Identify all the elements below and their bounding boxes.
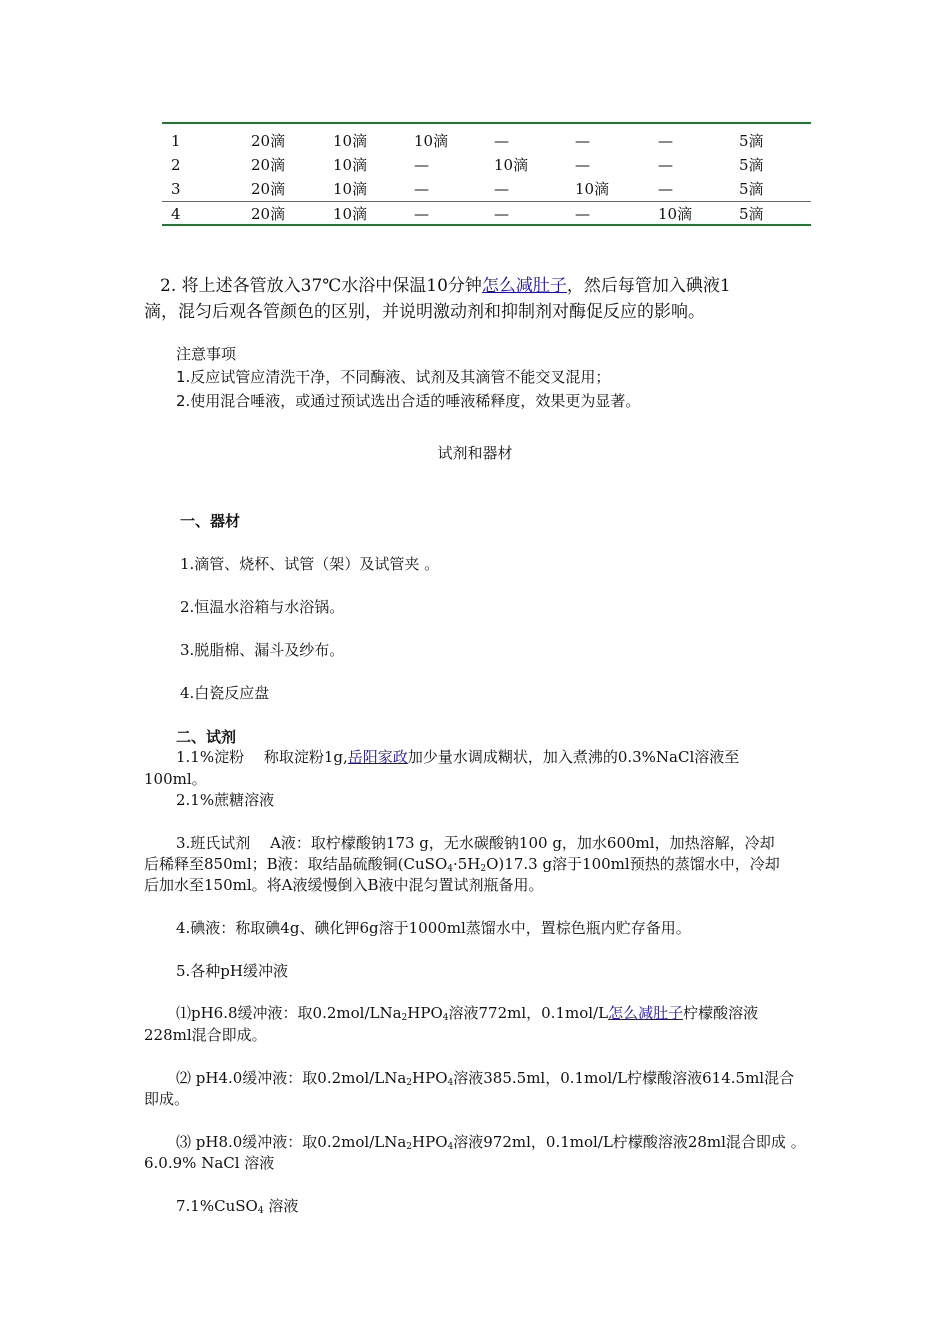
table-cell: —	[414, 180, 429, 198]
subscript: 4	[257, 1206, 264, 1216]
subscript: 2	[406, 1142, 413, 1152]
table-cell: 2	[171, 156, 181, 174]
step2-prefix: 2. 将上述各管放入37℃水浴中保温10分钟	[160, 276, 482, 296]
text-run: HPO	[412, 1133, 448, 1151]
text-run: O)17.3 g溶于100ml预热的蒸馏水中，冷却	[486, 855, 780, 873]
text-run: 溶液772ml，0.1mol/L	[448, 1004, 609, 1022]
table-cell: —	[414, 156, 429, 174]
table-cell: —	[575, 132, 590, 150]
subscript: 4	[447, 1078, 454, 1088]
buffer-2-line2: 即成。	[144, 1090, 190, 1108]
equipment-item: 4.白瓷反应盘	[180, 684, 270, 702]
subscript: 4	[447, 864, 453, 874]
reagent-1-line2: 100ml。	[144, 770, 207, 788]
notes-item: 1.反应试管应清洗干净，不同酶液、试剂及其滴管不能交叉混用；	[176, 368, 611, 386]
reagent-6: 6.0.9% NaCl 溶液	[144, 1154, 275, 1172]
text-run: ⑴pH6.8缓冲液：取0.2mol/LNa	[176, 1004, 402, 1022]
subscript: 2	[401, 1013, 408, 1023]
subscript: 2	[480, 864, 487, 874]
reagent-2: 2.1%蔗糖溶液	[176, 791, 275, 809]
reagent-3-line3: 后加水至150ml。将A液缓慢倒入B液中混匀置试剂瓶备用。	[144, 876, 544, 894]
notes-item: 2.使用混合唾液，或通过预试选出合适的唾液稀释度，效果更为显著。	[176, 392, 641, 410]
table-cell: 5滴	[739, 156, 764, 174]
table-cell: —	[414, 205, 429, 223]
table-cell: —	[494, 180, 509, 198]
table-row	[162, 203, 811, 225]
reagents-title: 二、试剂	[176, 728, 237, 746]
table-cell: 10滴	[658, 205, 693, 223]
table-cell: 10滴	[333, 180, 368, 198]
table-cell: 1	[171, 132, 181, 150]
reagent-4: 4.碘液：称取碘4g、碘化钾6g溶于1000ml蒸馏水中，置棕色瓶内贮存备用。	[176, 919, 691, 937]
step2-line2: 滴，混匀后观各管颜色的区别，并说明激动剂和抑制剂对酶促反应的影响。	[144, 302, 705, 322]
table-cell: 5滴	[739, 205, 764, 223]
text-run: 柠檬酸溶液	[683, 1004, 759, 1022]
table-cell: 5滴	[739, 180, 764, 198]
text-run: ⑵ pH4.0缓冲液：取0.2mol/LNa	[176, 1069, 407, 1087]
reagent-7	[176, 1194, 298, 1223]
table-cell: 20滴	[251, 132, 286, 150]
table-bottom-rule	[162, 224, 811, 226]
text-run: 后稀释至850ml；B液：取结晶硫酸铜(CuSO	[144, 855, 448, 873]
table-cell: —	[658, 132, 673, 150]
equipment-title: 一、器材	[180, 512, 241, 530]
subscript: 4	[442, 1013, 449, 1023]
table-cell: —	[494, 132, 509, 150]
table-cell: —	[575, 205, 590, 223]
table-row	[162, 178, 811, 200]
subscript: 2	[406, 1078, 413, 1088]
table-cell: 20滴	[251, 156, 286, 174]
table-cell: —	[494, 205, 509, 223]
reagent-5: 5.各种pH缓冲液	[176, 962, 288, 980]
notes-title: 注意事项	[176, 345, 237, 363]
table-cell: 10滴	[333, 156, 368, 174]
text-run: 溶液385.5ml，0.1mol/L柠檬酸溶液614.5ml混合	[453, 1069, 795, 1087]
reagent-1-line1	[176, 745, 739, 769]
text-run: HPO	[407, 1004, 443, 1022]
section-title: 试剂和器材	[437, 444, 513, 462]
table-cell: 5滴	[739, 132, 764, 150]
buffer-1-link[interactable]: 怎么减肚子	[608, 1004, 684, 1022]
table-cell: —	[658, 156, 673, 174]
buffer-1-line2: 228ml混合即成。	[144, 1026, 267, 1044]
text-run: 7.1%CuSO	[176, 1197, 258, 1215]
table-cell: 10滴	[414, 132, 449, 150]
text-run: ⑶ pH8.0缓冲液：取0.2mol/LNa	[176, 1133, 407, 1151]
table-row	[162, 130, 811, 152]
table-cell: 3	[171, 180, 181, 198]
step2-suffix: ，然后每管加入碘液1	[566, 276, 731, 296]
text-run: ·5H	[452, 855, 481, 873]
reagent-3-line1: 3.班氏试剂 A液：取柠檬酸钠173 g，无水碳酸钠100 g，加水600ml，加热溶解，冷却	[176, 834, 775, 852]
table-cell: 10滴	[575, 180, 610, 198]
table-row	[162, 154, 811, 176]
table-cell: 20滴	[251, 205, 286, 223]
table-cell: 4	[171, 205, 181, 223]
table-top-rule	[162, 122, 811, 124]
step2-line1	[160, 273, 731, 299]
buffer-2-line1	[176, 1066, 794, 1095]
table-cell: 10滴	[333, 132, 368, 150]
reagent-1-link[interactable]: 岳阳家政	[347, 748, 408, 766]
table-cell: 10滴	[333, 205, 368, 223]
table-row-divider	[162, 201, 811, 202]
step2-link[interactable]: 怎么减肚子	[481, 276, 567, 296]
reagent-1-prefix: 1.1%淀粉 称取淀粉1g,	[176, 748, 348, 766]
text-run: 溶液	[263, 1197, 299, 1215]
equipment-item: 3.脱脂棉、漏斗及纱布。	[180, 641, 345, 659]
reagent-1-suffix: 加少量水调成糊状，加入煮沸的0.3%NaCl溶液至	[407, 748, 740, 766]
table-cell: 20滴	[251, 180, 286, 198]
table-cell: —	[575, 156, 590, 174]
equipment-item: 1.滴管、烧杯、试管（架）及试管夹 。	[180, 555, 440, 573]
subscript: 4	[447, 1142, 454, 1152]
text-run: HPO	[412, 1069, 448, 1087]
text-run: 溶液972ml，0.1mol/L柠檬酸溶液28ml混合即成 。	[453, 1133, 806, 1151]
table-cell: 10滴	[494, 156, 529, 174]
equipment-item: 2.恒温水浴箱与水浴锅。	[180, 598, 345, 616]
table-cell: —	[658, 180, 673, 198]
